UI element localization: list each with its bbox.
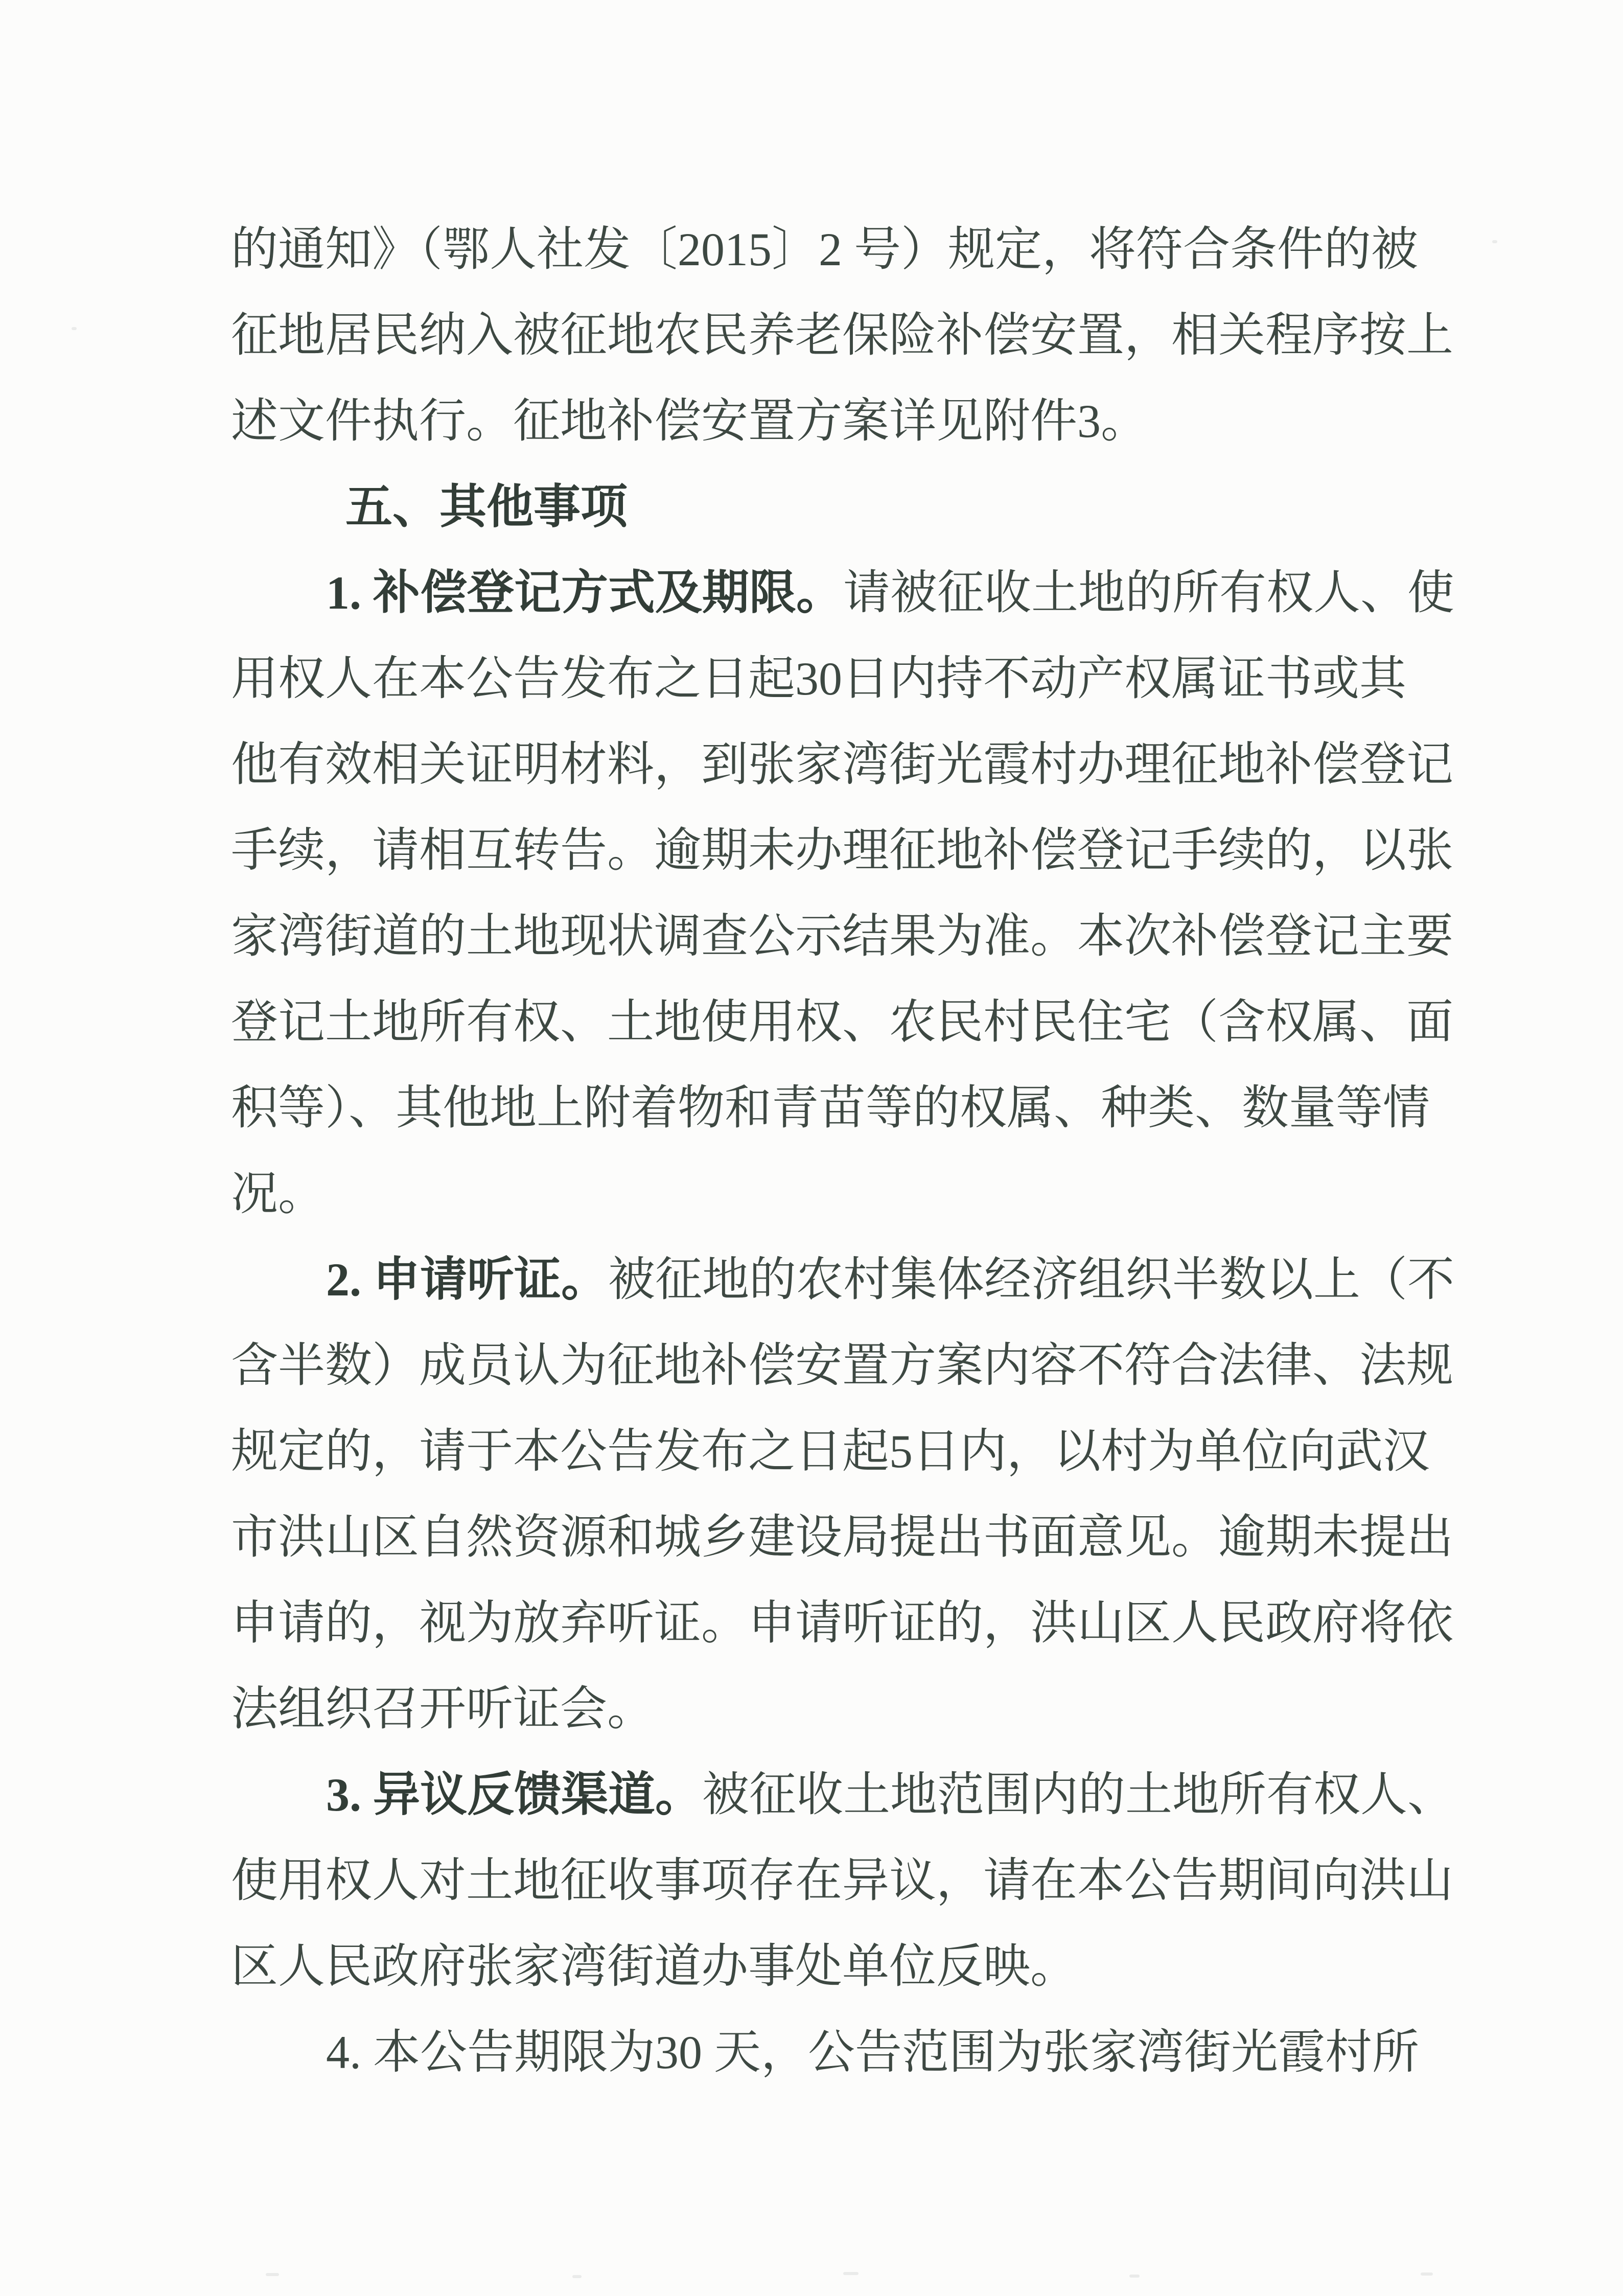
text-line	[231, 2009, 1420, 2095]
text-line	[231, 1923, 1361, 2009]
text-line	[231, 807, 1454, 893]
line-text: 登记土地所有权、土地使用权、农民村民住宅（含权属、面	[231, 996, 1454, 1048]
scan-noise	[1492, 240, 1497, 243]
heading-text: 五、其他事项	[345, 481, 628, 533]
text-line	[231, 292, 1454, 378]
line-text: 请被征收土地的所有权人、使	[843, 567, 1455, 619]
line-text: 手续，请相互转告。逾期未办理征地补偿登记手续的，以张	[231, 824, 1454, 876]
text-line	[231, 1494, 1454, 1580]
line-text: 被征地的农村集体经济组织半数以上（不	[608, 1254, 1455, 1306]
line-text: 使用权人对土地征收事项存在异议，请在本公告期间向洪山	[231, 1854, 1454, 1907]
item-label: 1. 补偿登记方式及期限。	[326, 567, 844, 619]
text-line	[231, 722, 1454, 807]
text-line	[231, 1065, 1430, 1151]
line-text: 积等）、其他地上附着物和青苗等的权属、种类、数量等情	[231, 1082, 1430, 1134]
line-text: 用权人在本公告发布之日起30日内持不动产权属证书或其	[231, 653, 1407, 705]
line-text: 被征收土地范围内的土地所有权人、	[702, 1769, 1455, 1821]
line-text: 的通知》（鄂人社发〔2015〕2 号）规定，将符合条件的被	[231, 223, 1419, 275]
line-text: 他有效相关证明材料，到张家湾街光霞村办理征地补偿登记	[231, 738, 1454, 791]
text-line	[231, 1323, 1454, 1408]
text-line	[231, 1838, 1454, 1923]
line-text: 市洪山区自然资源和城乡建设局提出书面意见。逾期未提出	[231, 1511, 1454, 1563]
line-text: 家湾街道的土地现状调查公示结果为准。本次补偿登记主要	[231, 910, 1454, 962]
item-label: 2. 申请听证。	[326, 1254, 609, 1306]
text-line	[231, 206, 1419, 292]
scan-noise	[72, 327, 77, 330]
text-line	[231, 550, 1455, 636]
text-line	[231, 1666, 1361, 1752]
text-line	[231, 636, 1407, 722]
line-text: 况。	[231, 1168, 326, 1220]
line-text: 申请的，视为放弃听证。申请听证的，洪山区人民政府将依	[231, 1597, 1454, 1649]
notice-body	[231, 206, 1455, 2095]
scan-noise	[572, 2275, 582, 2278]
scan-noise	[843, 2272, 859, 2275]
text-line	[231, 1151, 1361, 1237]
line-text: 规定的，请于本公告发布之日起5日内，以村为单位向武汉	[231, 1425, 1430, 1477]
text-line	[231, 1237, 1455, 1323]
scan-noise	[1421, 2272, 1433, 2276]
text-line	[231, 1580, 1454, 1666]
text-line	[231, 893, 1454, 979]
section-heading	[231, 464, 1361, 550]
text-line	[231, 1752, 1455, 1838]
text-line	[231, 979, 1454, 1065]
line-text: 征地居民纳入被征地农民养老保险补偿安置，相关程序按上	[231, 309, 1454, 361]
scan-noise	[266, 2273, 279, 2276]
line-text: 法组织召开听证会。	[231, 1683, 655, 1735]
line-text: 区人民政府张家湾街道办事处单位反映。	[231, 1940, 1078, 1992]
line-text: 含半数）成员认为征地补偿安置方案内容不符合法律、法规	[231, 1339, 1454, 1391]
line-text: 述文件执行。征地补偿安置方案详见附件3。	[231, 395, 1148, 447]
line-text: 4. 本公告期限为30 天，公告范围为张家湾街光霞村所	[326, 2026, 1420, 2078]
text-line	[231, 378, 1361, 464]
text-line	[231, 1408, 1430, 1494]
scan-noise	[1129, 2275, 1140, 2278]
item-label: 3. 异议反馈渠道。	[326, 1769, 703, 1821]
